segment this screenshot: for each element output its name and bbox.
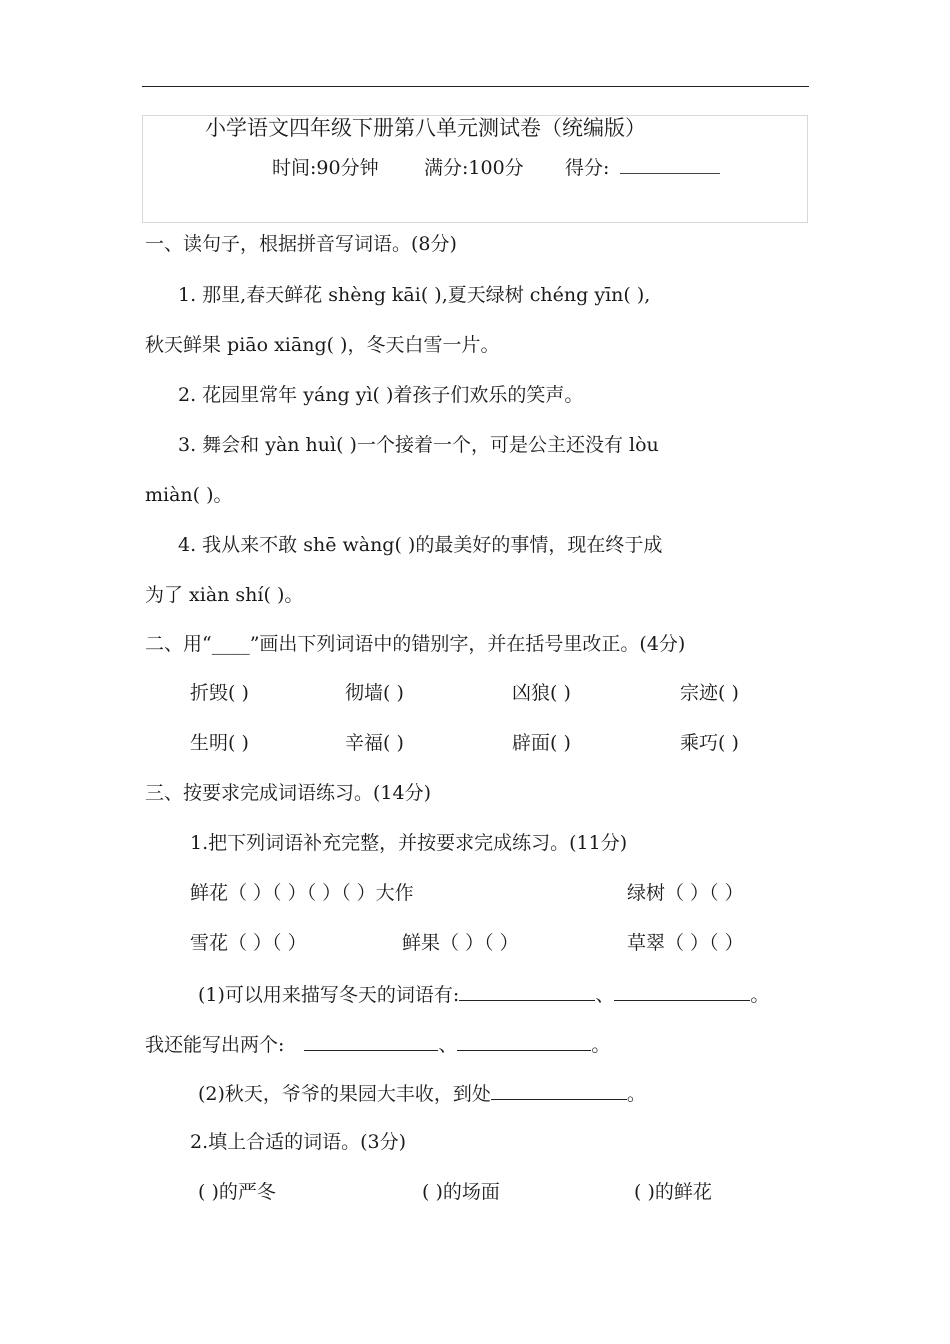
section1-heading: 一、读句子，根据拼音写词语。(8分): [145, 233, 457, 255]
separator: 、: [438, 1034, 458, 1056]
answer-line[interactable]: [614, 982, 750, 1001]
s3-p1-text: (1)可以用来描写冬天的词语有:: [198, 984, 460, 1006]
s2-word-3: 凶狼( ): [512, 682, 571, 704]
s3-fill-2: ( )的场面: [422, 1181, 500, 1203]
s3-sub1-heading: 1.把下列词语补充完整，并按要求完成练习。(11分): [190, 832, 628, 854]
s2-word-5: 生明( ): [190, 732, 249, 754]
time-label: 时间:90分钟: [272, 157, 379, 179]
s2-word-2: 彻墙( ): [345, 682, 404, 704]
answer-line[interactable]: [459, 982, 595, 1001]
s1-q4-line1: 4. 我从来不敢 shē wàng( )的最美好的事情，现在终于成: [178, 534, 663, 556]
s3-row2-a: 雪花（ ）（ ）: [190, 932, 307, 954]
s1-q3-line2: miàn( )。: [145, 484, 233, 506]
s3-row1-a: 鲜花（ ）（ ）（ ）（ ）大作: [190, 882, 414, 904]
s3-p1b-text: 我还能写出两个:: [145, 1034, 285, 1056]
s2-word-6: 辛福( ): [345, 732, 404, 754]
period: 。: [626, 1083, 646, 1105]
s1-q3-line1: 3. 舞会和 yàn huì( )一个接着一个，可是公主还没有 lòu: [178, 434, 659, 456]
s3-fill-3: ( )的鲜花: [634, 1181, 712, 1203]
page-title: 小学语文四年级下册第八单元测试卷（统编版）: [205, 116, 646, 140]
full-score-label: 满分:100分: [424, 157, 524, 179]
s1-q2: 2. 花园里常年 yáng yì( )着孩子们欢乐的笑声。: [178, 384, 584, 406]
period: 。: [591, 1034, 611, 1056]
s1-q1-line2: 秋天鲜果 piāo xiāng( )，冬天白雪一片。: [145, 334, 500, 356]
score-label: 得分:: [565, 157, 610, 179]
s1-q4-line2: 为了 xiàn shí( )。: [145, 584, 304, 606]
s2-word-1: 折毁( ): [190, 682, 249, 704]
s3-row2-b: 鲜果（ ）（ ）: [402, 932, 519, 954]
separator: 、: [595, 984, 615, 1006]
s2-word-7: 辟面( ): [512, 732, 571, 754]
s2-word-4: 宗迹( ): [680, 682, 739, 704]
s3-p2-text: (2)秋天，爷爷的果园大丰收，到处: [198, 1083, 491, 1105]
s2-word-8: 乘巧( ): [680, 732, 739, 754]
section2-heading: 二、用“____”画出下列词语中的错别字，并在括号里改正。(4分): [145, 633, 686, 655]
section3-heading: 三、按要求完成词语练习。(14分): [145, 782, 432, 804]
answer-line[interactable]: [304, 1032, 438, 1051]
s3-row2-c: 草翠（ ）（ ）: [627, 932, 744, 954]
s3-p1-line2: [145, 1032, 610, 1057]
answer-line[interactable]: [491, 1081, 627, 1100]
s3-sub2-heading: 2.填上合适的词语。(3分): [190, 1131, 407, 1153]
top-rule: [142, 86, 809, 87]
s3-p2: [198, 1081, 646, 1106]
answer-line[interactable]: [457, 1032, 591, 1051]
s1-q1-line1: 1. 那里,春天鲜花 shèng kāi( ),夏天绿树 chéng yīn( ),: [178, 284, 651, 306]
score-blank[interactable]: [620, 156, 720, 180]
s3-p1-line1: [198, 982, 769, 1007]
s3-fill-1: ( )的严冬: [198, 1181, 276, 1203]
period: 。: [750, 984, 770, 1006]
s3-row1-b: 绿树（ ）（ ）: [627, 882, 744, 904]
